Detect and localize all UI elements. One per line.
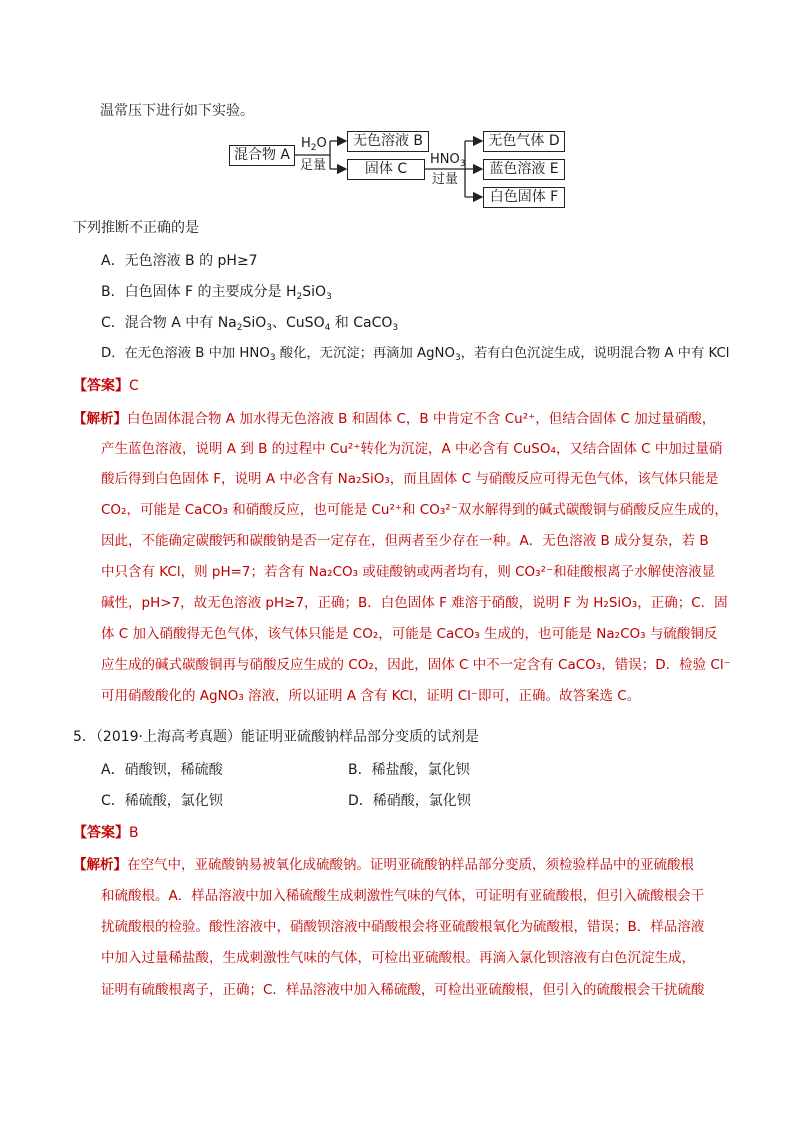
q5-analysis-line: 证明有硫酸根离子，正确；C．样品溶液中加入稀硫酸，可检出亚硫酸根，但引入的硫酸根会干扰硫酸 bbox=[101, 982, 705, 998]
q5-analysis-line: 扰硫酸根的检验。酸性溶液中，硝酸钡溶液中硝酸根会将亚硫酸根氧化为硫酸根，错误；B．样品溶液 bbox=[101, 919, 705, 935]
intro-text: 温常压下进行如下实验。 bbox=[100, 103, 254, 119]
q4-option-a: A．无色溶液 B 的 pH≥7 bbox=[101, 253, 258, 269]
reagent-nitric-acid: $HNO_3$ bbox=[430, 152, 466, 169]
q5-analysis-line: 中加入过量稀盐酸，生成刺激性气味的气体，可检出亚硫酸根。再滴入氯化钡溶液有白色沉淀生成， bbox=[101, 950, 695, 966]
box-solid-c: 固体 C bbox=[347, 159, 425, 180]
q4-analysis-line: 因此，不能确定碳酸钙和碳酸钠是否一定存在，但两者至少存在一种。A．无色溶液 B 成分复杂，若 B bbox=[101, 533, 709, 549]
q4-analysis-line: 酸后得到白色固体 F，说明 A 中必含有 Na₂SiO₃，而且固体 C 与硝酸反应可得无色气体，该气体只能是 bbox=[101, 471, 719, 487]
q5-analysis-line: 【解析】在空气中，亚硫酸钠易被氧化成硫酸钠。证明亚硫酸钠样品部分变质，须检验样品中的亚硫酸根 bbox=[73, 857, 694, 873]
q4-option-d: D．在无色溶液 B 中加 $HNO_3$ 酸化，无沉淀；再滴加 AgNO$_3$，若有白色沉淀生成，说明混合物 A 中有 KCl bbox=[101, 346, 730, 363]
reagent-water-amount: 足量 bbox=[300, 158, 327, 173]
q5-option-d: D．稀硝酸，氯化钡 bbox=[348, 793, 471, 809]
reagent-nitric-amount: 过量 bbox=[432, 172, 459, 187]
flow-diagram-arrows bbox=[0, 0, 794, 240]
q4-option-c: C．混合物 A 中有 $Na_2SiO_3$、CuSO$_4$ 和 CaCO$_3$ bbox=[101, 315, 399, 333]
q4-analysis-line: 中只含有 KCl，则 pH=7；若含有 Na₂CO₃ 或硅酸钠或两者均有，则 CO₃²⁻和硅酸根离子水解使溶液显 bbox=[101, 564, 716, 580]
box-solid-f: 白色固体 F bbox=[483, 187, 565, 208]
q5-stem: 5．（2019·上海高考真题）能证明亚硫酸钠样品部分变质的试剂是 bbox=[73, 729, 479, 745]
q4-analysis-line: 应生成的碱式碳酸铜再与硝酸反应生成的 CO₂，因此，固体 C 中不一定含有 CaCO₃，错误；D．检验 Cl⁻ bbox=[101, 657, 731, 673]
box-gas-d: 无色气体 D bbox=[483, 131, 565, 152]
q4-analysis-line: 可用硝酸酸化的 AgNO₃ 溶液，所以证明 A 含有 KCl，证明 Cl⁻即可，正确。故答案选 C。 bbox=[101, 688, 641, 704]
q5-option-a: A．硝酸钡，稀硫酸 bbox=[101, 762, 223, 778]
q4-analysis-line: 产生蓝色溶液，说明 A 到 B 的过程中 Cu²⁺转化为沉淀，A 中必含有 CuSO₄，又结合固体 C 中加过量硝 bbox=[101, 441, 723, 457]
q4-analysis-line: 【解析】白色固体混合物 A 加水得无色溶液 B 和固体 C，B 中肯定不含 Cu²⁺，但结合固体 C 加过量硝酸， bbox=[73, 411, 716, 427]
q5-option-b: B．稀盐酸，氯化钡 bbox=[348, 762, 470, 778]
q4-analysis-line: 体 C 加入硝酸得无色气体，该气体只能是 CO₂，可能是 CaCO₃ 生成的，也可能是 Na₂CO₃ 与硫酸铜反 bbox=[101, 626, 718, 642]
q4-answer: 【答案】C bbox=[73, 378, 139, 394]
q4-stem: 下列推断不正确的是 bbox=[73, 220, 199, 236]
reagent-water: $H_2O$ bbox=[301, 136, 327, 153]
box-mixture-a: 混合物 A bbox=[229, 145, 295, 166]
q5-analysis-line: 和硫酸根。A．样品溶液中加入稀硫酸生成刺激性气味的气体，可证明有亚硫酸根，但引入硫酸根会干 bbox=[101, 888, 705, 904]
box-solution-b: 无色溶液 B bbox=[347, 131, 429, 152]
q5-option-c: C．稀硫酸，氯化钡 bbox=[101, 793, 223, 809]
box-solution-e: 蓝色溶液 E bbox=[483, 159, 565, 180]
q4-analysis-line: CO₂，可能是 CaCO₃ 和硝酸反应，也可能是 Cu²⁺和 CO₃²⁻双水解得到的碱式碳酸铜与硝酸反应生成的， bbox=[101, 502, 728, 518]
q4-analysis-line: 碱性，pH>7，故无色溶液 pH≥7，正确；B．白色固体 F 难溶于硝酸，说明 F 为 H₂SiO₃，正确；C．固 bbox=[101, 595, 728, 611]
q5-answer: 【答案】B bbox=[73, 825, 139, 841]
q4-option-b: B．白色固体 F 的主要成分是 $H_2SiO_3$ bbox=[101, 284, 332, 302]
